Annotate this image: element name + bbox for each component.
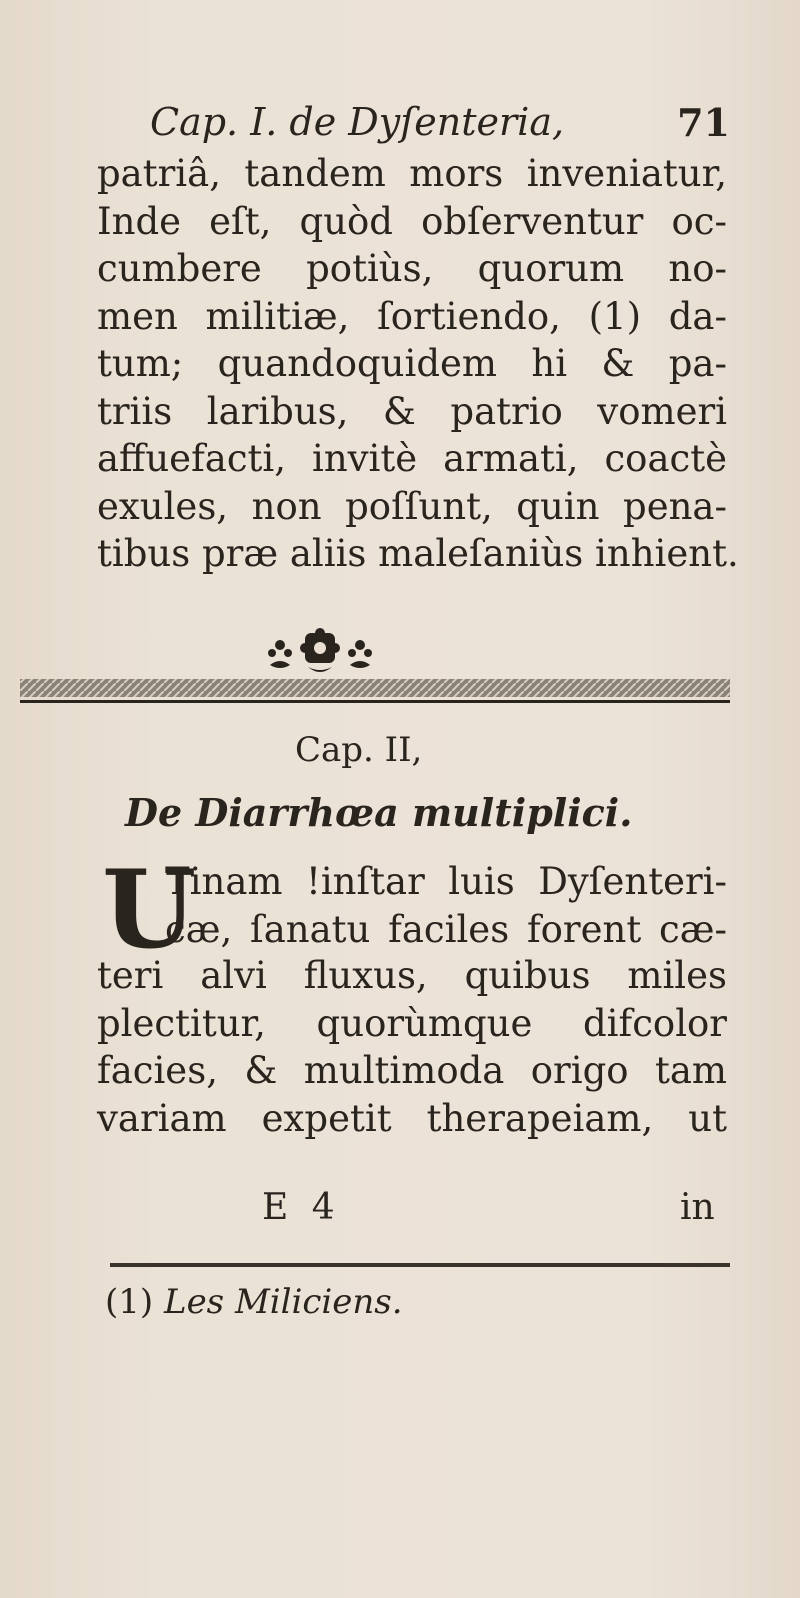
text-line: exules, non poſſunt, quin pena- <box>97 484 727 528</box>
text-line: Inde eſt, quòd obſerventur oc- <box>97 199 727 243</box>
chapter-heading: Cap. II, <box>295 730 423 770</box>
footnote-text: Les Miliciens. <box>163 1282 403 1322</box>
dropcap-lines <box>165 858 727 953</box>
signature-mark: E 4 <box>262 1187 341 1228</box>
text-line: cumbere potiùs, quorum no- <box>97 247 727 290</box>
text-line: plectitur, quorùmque difcolor <box>97 1001 727 1045</box>
ornamental-rule <box>20 675 730 705</box>
footnote-rule <box>110 1262 730 1268</box>
page-number: 71 <box>677 100 730 145</box>
catchword: in <box>680 1187 715 1228</box>
floral-ornament-icon <box>250 625 390 680</box>
text-line: teri alvi fluxus, quibus miles <box>97 954 727 997</box>
footnote-number: (1) <box>105 1282 154 1322</box>
text-line: cæ, ſanatu faciles forent cæ- <box>165 907 727 951</box>
text-line: tum; quandoquidem hi & pa- <box>97 342 727 385</box>
text-line: patriâ, tandem mors inveniatur, <box>97 152 727 195</box>
text-line: variam expetit therapeiam, ut <box>97 1096 727 1140</box>
paragraph-1 <box>97 150 739 578</box>
chapter-subtitle: De Diarrhœa multiplici. <box>125 790 633 835</box>
text-line: affuefacti, invitè armati, coactè <box>97 437 727 480</box>
footnote <box>105 1282 403 1322</box>
paragraph-2 <box>97 952 727 1142</box>
text-line: triis laribus, & patrio vomeri <box>97 389 727 433</box>
drop-capital: U <box>102 847 197 973</box>
running-title: Cap. I. de Dyſenteria, <box>150 100 565 144</box>
text-line: men militiæ, ſortiendo, (1) da- <box>97 294 727 338</box>
text-line: tibus præ aliis maleſaniùs inhient. <box>97 532 739 575</box>
text-line: facies, & multimoda origo tam <box>97 1049 727 1092</box>
text-line: Tinam !inſtar luis Dyſenteri- <box>165 860 727 903</box>
running-header <box>150 100 730 150</box>
